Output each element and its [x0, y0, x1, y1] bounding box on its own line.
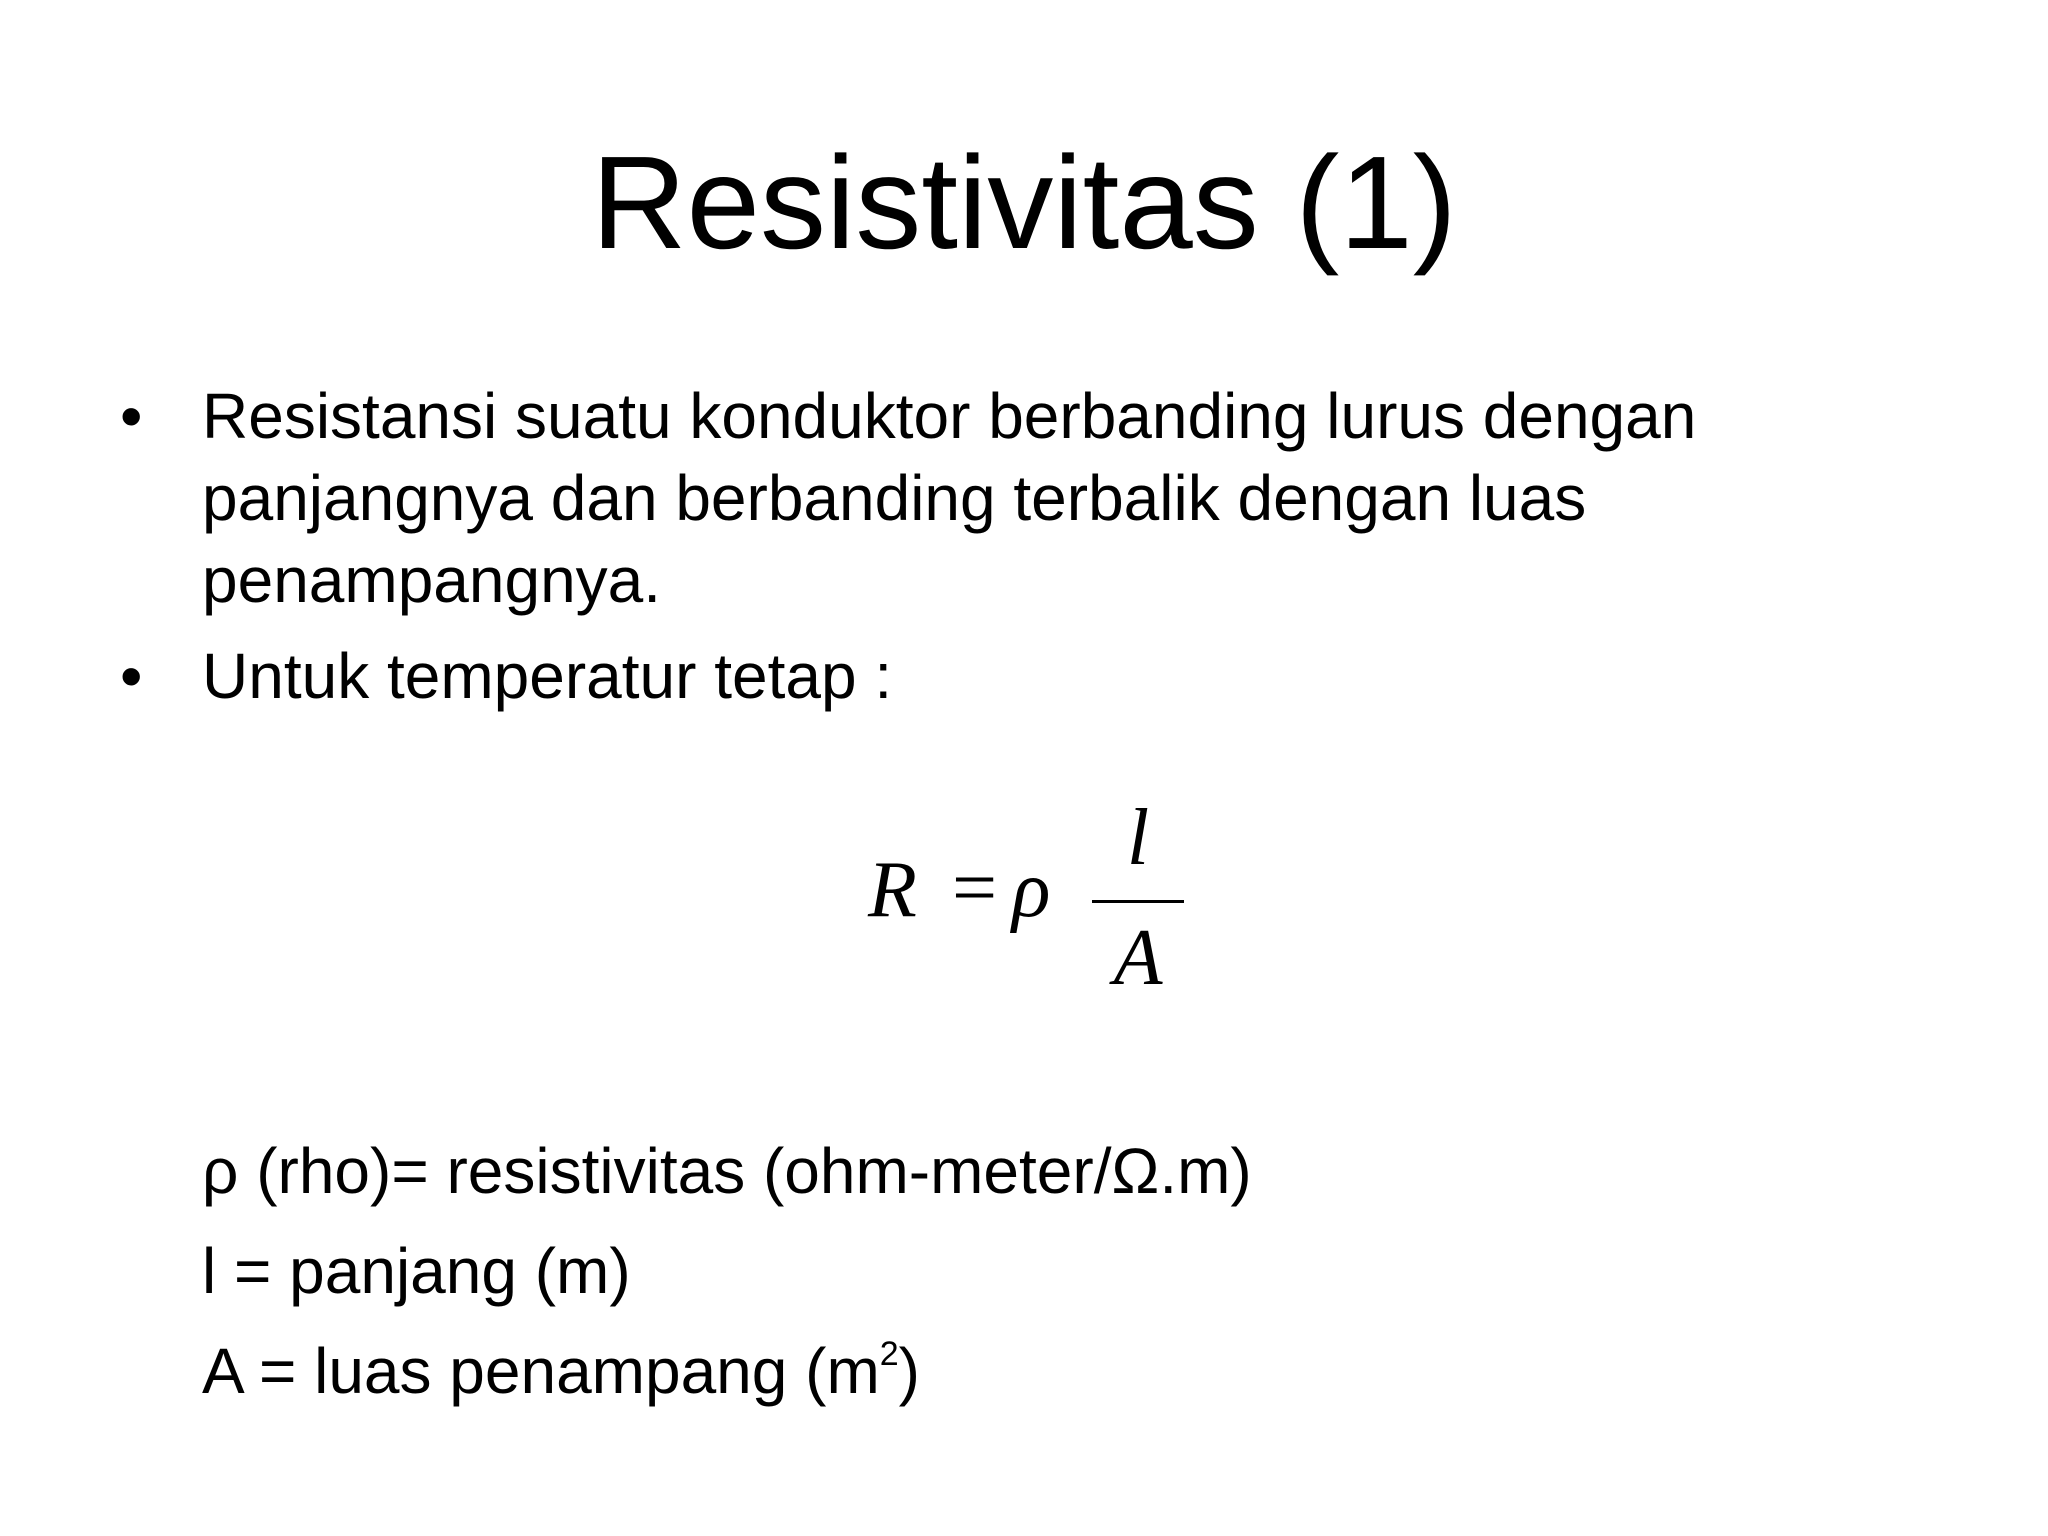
formula-numerator: l [1126, 794, 1150, 882]
bullet-text: Untuk temperatur tetap : [202, 640, 893, 712]
resistance-formula [860, 794, 1180, 1020]
bullet-item [120, 635, 1840, 717]
bullet-item [120, 375, 1840, 621]
bullet-list [120, 375, 1840, 731]
formula-denominator: A [1113, 914, 1163, 1002]
definition-area-prefix: A = luas penampang (m [202, 1335, 880, 1407]
definition-list [202, 1130, 1802, 1430]
definition-rho: ρ (rho)= resistivitas (ohm-meter/Ω.m) [202, 1135, 1252, 1207]
formula-rho: ρ [1012, 846, 1051, 934]
definition-length: l = panjang (m) [202, 1235, 631, 1307]
bullet-marker: • [120, 380, 143, 452]
definition-area-suffix: ) [898, 1335, 920, 1407]
bullet-text: Resistansi suatu konduktor berbanding lurus dengan panjangnya dan berbanding terbalik dengan luas penampangnya. [202, 380, 1697, 616]
formula-lhs: R [868, 846, 917, 934]
fraction-bar [1092, 900, 1184, 903]
slide-title: Resistivitas (1) [591, 129, 1457, 276]
definition-area [202, 1330, 1802, 1412]
formula-equals: = [952, 844, 998, 932]
bullet-marker: • [120, 640, 143, 712]
definition-area-superscript: 2 [879, 1335, 899, 1373]
